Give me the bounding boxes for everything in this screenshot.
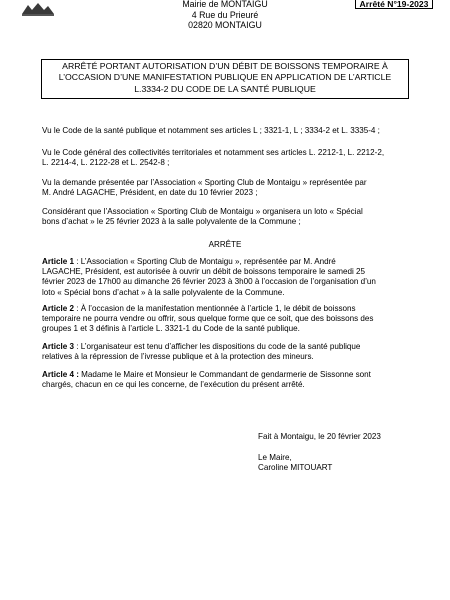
visa-line: bons d’achat » le 25 février 2023 à la salle polyvalente de la Commune ; bbox=[42, 217, 301, 227]
signature-name: Caroline MITOUART bbox=[258, 463, 333, 472]
article-label: Article 4 : bbox=[42, 370, 79, 379]
article-line: groupes 1 et 3 définis à l’article L. 3321-1 du Code de la santé publique. bbox=[42, 324, 300, 334]
visa-line: Vu le Code de la santé publique et notamment ses articles L ; 3321-1, L ; 3334-2 et L. 3335-4 ; bbox=[42, 126, 380, 135]
article-line: : L’organisateur est tenu d’afficher les dispositions du code de la santé publique bbox=[73, 342, 361, 351]
address-line: 02820 MONTAIGU bbox=[188, 20, 262, 31]
article-label: Article 1 bbox=[42, 257, 74, 266]
title-line: ARRÊTÉ PORTANT AUTORISATION D’UN DÉBIT DE BOISSONS TEMPORAIRE À bbox=[62, 61, 388, 71]
article-1 bbox=[42, 257, 422, 298]
visa-paragraph bbox=[42, 148, 422, 168]
title-line: L.3334-2 DU CODE DE LA SANTÉ PUBLIQUE bbox=[134, 83, 316, 94]
signature-place-date: Fait à Montaigu, le 20 février 2023 bbox=[258, 432, 381, 441]
title-line: L’OCCASION D’UNE MANIFESTATION PUBLIQUE EN APPLICATION DE L’ARTICLE bbox=[58, 72, 392, 83]
article-line: Madame le Maire et Monsieur le Commandant de gendarmerie de Sissonne sont bbox=[78, 370, 371, 379]
article-label: Article 3 bbox=[42, 342, 74, 351]
arrete-number-box: Arrêté N°19-2023 bbox=[355, 0, 433, 9]
visa-line: L. 2214-4, L. 2122-28 et L. 2542-8 ; bbox=[42, 158, 170, 168]
signature-role: Le Maire, bbox=[258, 453, 292, 462]
visa-line: Vu le Code général des collectivités territoriales et notamment ses articles L. 2212-1, L. 2212-2, bbox=[42, 148, 385, 157]
article-label: Article 2 bbox=[42, 304, 74, 313]
article-line: : L’Association « Sporting Club de Montaigu », représentée par M. André bbox=[73, 257, 336, 266]
article-line: relatives à la répression de l’ivresse publique et à la protection des mineurs. bbox=[42, 352, 314, 362]
visa-paragraph bbox=[42, 178, 422, 198]
visa-paragraph bbox=[42, 126, 422, 136]
address-line: 4 Rue du Prieuré bbox=[191, 9, 259, 20]
document-title bbox=[41, 59, 409, 99]
article-line: février 2023 de 17h00 au dimanche 26 février 2023 à 3h00 à l’occasion de l’organisation d’un bbox=[42, 277, 376, 287]
visa-line: Considérant que l’Association « Sporting Club de Montaigu » organisera un loto « Spécial bbox=[42, 207, 363, 216]
mairie-address bbox=[150, 0, 300, 31]
article-2 bbox=[42, 304, 422, 335]
article-4 bbox=[42, 370, 422, 390]
visa-line: M. André LAGACHE, Président, en date du 10 février 2023 ; bbox=[42, 188, 258, 198]
article-line: : À l’occasion de la manifestation mentionnée à l’article 1, le débit de boissons bbox=[73, 304, 356, 313]
article-line: temporaire ne pourra vendre ou offrir, sous quelque forme que ce soit, que des boissons des bbox=[42, 314, 374, 324]
address-line: Mairie de MONTAIGU bbox=[182, 0, 268, 9]
article-line: chargés, chacun en ce qui les concerne, de l’exécution du présent arrêté. bbox=[42, 380, 305, 390]
municipality-logo bbox=[18, 0, 58, 18]
arrete-heading: ARRÊTE bbox=[208, 240, 242, 249]
article-3 bbox=[42, 342, 422, 362]
article-line: loto « Spécial bons d’achat » à la salle polyvalente de la Commune. bbox=[42, 287, 285, 297]
article-line: LAGACHE, Président, est autorisée à ouvrir un débit de boissons temporaire le samedi 25 bbox=[42, 267, 366, 277]
visa-line: Vu la demande présentée par l’Association « Sporting Club de Montaigu » représentée par bbox=[42, 178, 367, 187]
considerant-paragraph bbox=[42, 207, 422, 227]
